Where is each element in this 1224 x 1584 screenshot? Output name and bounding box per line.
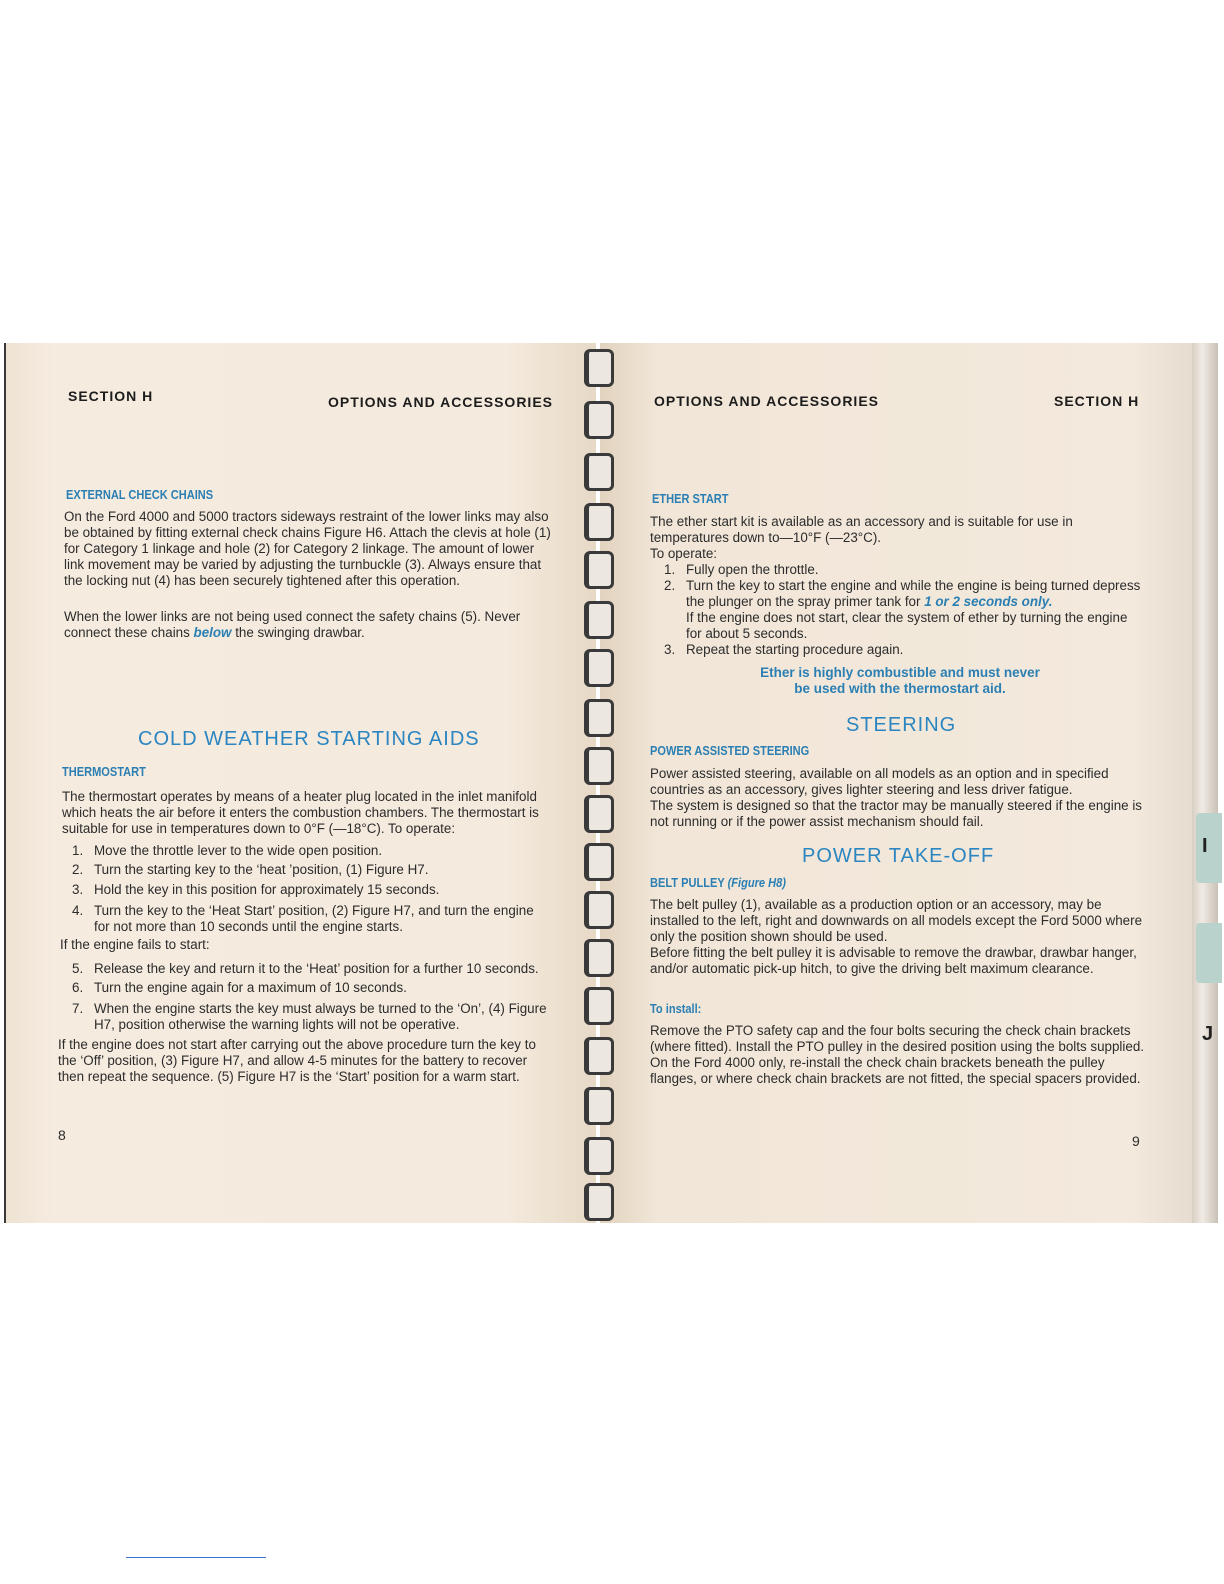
fails-to-start: If the engine fails to start: — [60, 937, 210, 952]
index-tab-j[interactable]: J — [1196, 923, 1222, 983]
cold-weather-heading: COLD WEATHER STARTING AIDS — [138, 728, 480, 750]
figure-ref: (Figure H8) — [727, 875, 786, 890]
thermostart-intro: The thermostart operates by means of a heater plug located in the inlet manifold which heats the air before it enters the combustion chambers. The thermostart is suitable for use in temperatures down to 0°F (—18°C). To operate: — [62, 789, 539, 836]
binding-ring — [584, 1183, 614, 1221]
open-manual — [4, 343, 1220, 1223]
belt-pulley-text-2: Before fitting the belt pulley it is advisable to remove the drawbar, drawbar hanger, and/or automatic pick-up hitch, to give the driving belt maximum clearance. — [650, 945, 1137, 976]
thermostart-retry-text: If the engine does not start after carrying out the above procedure turn the key to the ‘Off’ position, (3) Figure H7, and allow 4-5 minutes for the battery to recover then repeat the sequence. (5) Figure H7 is the ‘Start’ position for a warm start. — [58, 1037, 536, 1084]
page-header-title: OPTIONS AND ACCESSORIES — [328, 394, 553, 410]
step-5: 5. Release the key and return it to the ‘Heat’ position for a further 10 seconds. — [72, 961, 539, 976]
power-steering-heading: POWER ASSISTED STEERING — [650, 743, 810, 758]
binding-ring — [584, 349, 614, 387]
step-1: 1. Move the throttle lever to the wide open position. — [72, 843, 383, 858]
ether-step-3: 3. Repeat the starting procedure again. — [664, 642, 904, 657]
binding-ring — [584, 649, 614, 687]
external-check-chains-heading: EXTERNAL CHECK CHAINS — [66, 487, 214, 502]
footer-rule — [126, 1557, 266, 1558]
ether-start-heading: ETHER START — [652, 491, 729, 506]
binding-ring — [584, 1137, 614, 1175]
steering-heading: STEERING — [846, 714, 957, 736]
belt-pulley-heading: BELT PULLEY (Figure H8) — [650, 875, 786, 890]
binding-ring — [584, 401, 614, 439]
binding-ring — [584, 601, 614, 639]
ether-operate-label: To operate: — [650, 546, 717, 561]
binding-ring — [584, 551, 614, 589]
page-number-left: 8 — [58, 1127, 66, 1143]
section-label: SECTION H — [68, 388, 154, 404]
left-page — [4, 343, 596, 1223]
step-7: 7. When the engine starts the key must always be turned to the ‘On’, (4) Figure H7, position otherwise the warning lights will not be operative. — [72, 1001, 547, 1032]
step-2: 2. Turn the starting key to the ‘heat ’position, (1) Figure H7. — [72, 862, 429, 877]
emphasis-seconds: 1 or 2 seconds only. — [924, 594, 1053, 609]
binding-ring — [584, 987, 614, 1025]
ether-warning: Ether is highly combustible and must never be used with the thermostart aid. — [760, 665, 1040, 696]
steering-text-1: Power assisted steering, available on all models as an option and in specified countries as an accessory, gives lighter steering and less driver fatigue. — [650, 766, 1109, 797]
binding-ring — [584, 891, 614, 929]
binding-ring — [584, 747, 614, 785]
to-install-heading: To install: — [650, 1001, 702, 1016]
binding-ring — [584, 453, 614, 491]
steering-text-2: The system is designed so that the tractor may be manually steered if the engine is not running or if the power assist mechanism should fail. — [650, 798, 1142, 829]
pto-heading: POWER TAKE-OFF — [802, 845, 995, 867]
index-tab-i[interactable]: I — [1196, 813, 1222, 883]
binding-ring — [584, 843, 614, 881]
binding-ring — [584, 503, 614, 541]
step-4: 4. Turn the key to the ‘Heat Start’ position, (2) Figure H7, and turn the engine for not more than 10 seconds until the engine starts. — [72, 903, 534, 934]
section-label: SECTION H — [1054, 393, 1140, 409]
install-text: Remove the PTO safety cap and the four bolts securing the check chain brackets (where fitted). Install the PTO pulley in the desired position using the bolts supplied. On the Ford 4000 only, re-install the check chain brackets beneath the pulley flanges, or where check chain brackets are not fitted, the special spacers provided. — [650, 1023, 1144, 1086]
safety-chains-text: When the lower links are not being used connect the safety chains (5). Never connect these chains below the swinging drawbar. — [64, 609, 521, 640]
binding-ring — [584, 1037, 614, 1075]
binding-ring — [584, 699, 614, 737]
page-number-right: 9 — [1132, 1133, 1140, 1149]
step-3: 3. Hold the key in this position for approximately 15 seconds. — [72, 882, 440, 897]
binding-ring — [584, 939, 614, 977]
spiral-binding — [576, 343, 622, 1223]
page-header-title: OPTIONS AND ACCESSORIES — [654, 393, 879, 409]
ether-intro: The ether start kit is available as an accessory and is suitable for use in temperatures down to—10°F (—23°C). — [650, 514, 1073, 545]
right-page — [600, 343, 1192, 1223]
binding-ring — [584, 795, 614, 833]
belt-pulley-text-1: The belt pulley (1), available as a production option or an accessory, may be installed to the left, right and downwards on all models except the Ford 5000 where only the position shown should be used. — [650, 897, 1143, 944]
step-6: 6. Turn the engine again for a maximum of 10 seconds. — [72, 980, 407, 995]
page-edges — [1192, 343, 1218, 1223]
emphasis-below: below — [193, 625, 232, 640]
ether-step-2: 2. Turn the key to start the engine and while the engine is being turned depress the plunger on the spray primer tank for 1 or 2 seconds only. If the engine does not start, clear the system of ether by turning the engine for about 5 seconds. — [664, 578, 1141, 641]
binding-ring — [584, 1087, 614, 1125]
external-check-chains-text: On the Ford 4000 and 5000 tractors sideways restraint of the lower links may also be obtained by fitting external check chains Figure H6. Attach the clevis at hole (1) for Category 1 linkage and hole (2) for Category 2 linkage. The amount of lower link movement may be varied by adjusting the turnbuckle (3). Always ensure that the locking nut (4) has been securely tightened after this operation. — [64, 509, 551, 588]
thermostart-heading: THERMOSTART — [62, 764, 146, 779]
ether-step-1: 1. Fully open the throttle. — [664, 562, 819, 577]
